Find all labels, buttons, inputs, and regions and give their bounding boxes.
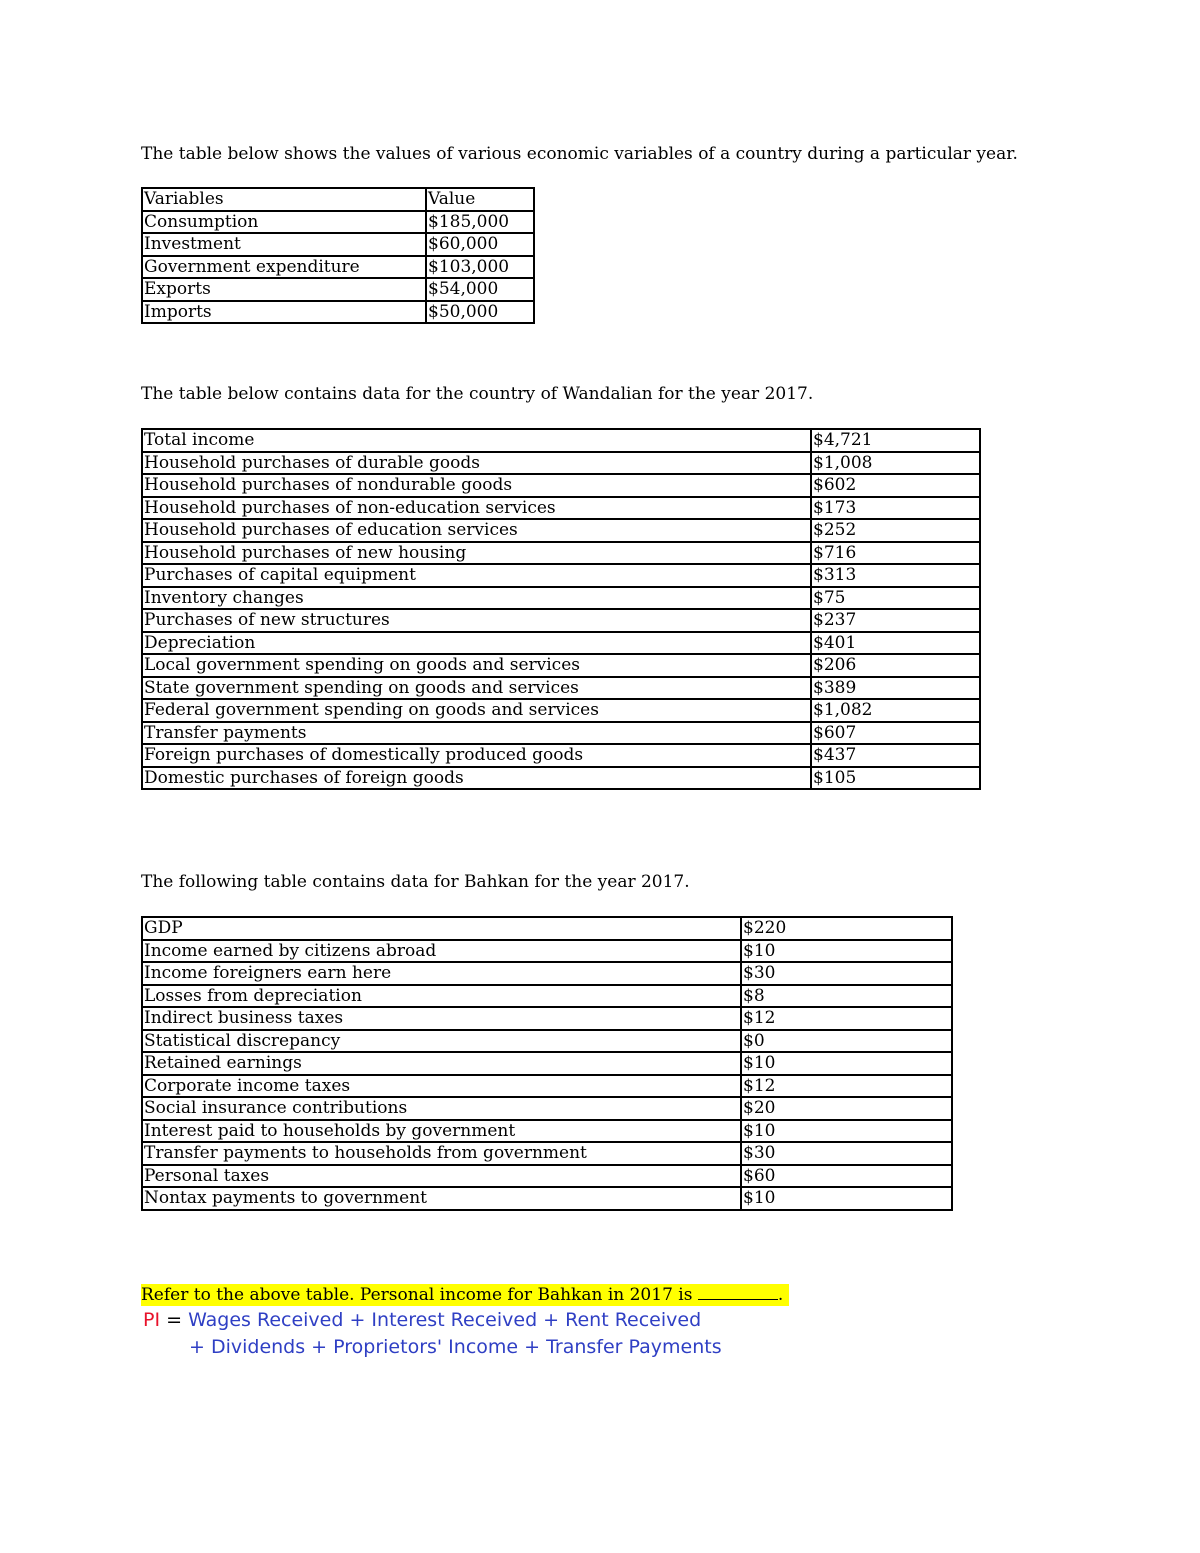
table-row [142, 632, 980, 655]
table-row [142, 940, 952, 963]
table-row [142, 211, 534, 234]
cell-label: Losses from depreciation [142, 985, 741, 1008]
cell-value: $607 [811, 722, 980, 745]
table-row [142, 962, 952, 985]
cell-label: Purchases of capital equipment [142, 564, 811, 587]
question-text: Refer to the above table. Personal income for Bahkan in 2017 is [141, 1285, 698, 1305]
cell-label: Income foreigners earn here [142, 962, 741, 985]
cell-value: $4,721 [811, 429, 980, 452]
cell-label: Inventory changes [142, 587, 811, 610]
wandalian-data-table [141, 428, 981, 790]
cell-value: $252 [811, 519, 980, 542]
pi-label: PI [143, 1309, 161, 1331]
answer-blank [698, 1284, 778, 1300]
cell-label: Government expenditure [142, 256, 426, 279]
table-row [142, 609, 980, 632]
cell-label: Income earned by citizens abroad [142, 940, 741, 963]
cell-value: $12 [741, 1007, 952, 1030]
cell-label: Household purchases of durable goods [142, 452, 811, 475]
table-row [142, 917, 952, 940]
cell-value: $10 [741, 1187, 952, 1210]
cell-value: $50,000 [426, 301, 534, 324]
cell-value: $185,000 [426, 211, 534, 234]
cell-value: $8 [741, 985, 952, 1008]
cell-value: $206 [811, 654, 980, 677]
cell-value: $30 [741, 1142, 952, 1165]
table-row [142, 587, 980, 610]
table-row [142, 233, 534, 256]
table-row [142, 429, 980, 452]
table-row [142, 1142, 952, 1165]
table-row [142, 564, 980, 587]
cell-label: Social insurance contributions [142, 1097, 741, 1120]
table-row [142, 497, 980, 520]
cell-label: Transfer payments [142, 722, 811, 745]
cell-value: $60,000 [426, 233, 534, 256]
cell-value: $12 [741, 1075, 952, 1098]
table-row [142, 452, 980, 475]
cell-label: Domestic purchases of foreign goods [142, 767, 811, 790]
table-row [142, 677, 980, 700]
cell-value: $10 [741, 1052, 952, 1075]
table-row [142, 1030, 952, 1053]
cell-value: $313 [811, 564, 980, 587]
question-end: . [777, 1285, 784, 1305]
table-row [142, 722, 980, 745]
cell-label: Exports [142, 278, 426, 301]
table-row [142, 985, 952, 1008]
table-row [142, 1120, 952, 1143]
cell-label: Consumption [142, 211, 426, 234]
cell-value: $103,000 [426, 256, 534, 279]
cell-label: GDP [142, 917, 741, 940]
formula-line-2: + Dividends + Proprietors' Income + Transfer Payments [189, 1336, 722, 1358]
cell-value: $10 [741, 1120, 952, 1143]
table-row [142, 278, 534, 301]
cell-label: Household purchases of non-education services [142, 497, 811, 520]
cell-label: Transfer payments to households from government [142, 1142, 741, 1165]
intro-paragraph-1: The table below shows the values of various economic variables of a country during a particular year. [141, 144, 1018, 164]
cell-value: $602 [811, 474, 980, 497]
table-row [142, 256, 534, 279]
bahkan-data-table [141, 916, 953, 1211]
cell-label: Household purchases of education services [142, 519, 811, 542]
table-row [142, 767, 980, 790]
cell-label: Purchases of new structures [142, 609, 811, 632]
cell-value: $716 [811, 542, 980, 565]
cell-value: $10 [741, 940, 952, 963]
cell-label: Imports [142, 301, 426, 324]
cell-label: Investment [142, 233, 426, 256]
formula-line-1-text: Wages Received + Interest Received + Rent Received [188, 1309, 702, 1331]
table-row [142, 1165, 952, 1188]
header-cell-value: Value [426, 188, 534, 211]
table-row [142, 1007, 952, 1030]
cell-label: Indirect business taxes [142, 1007, 741, 1030]
cell-label: Statistical discrepancy [142, 1030, 741, 1053]
table-header-row [142, 188, 534, 211]
cell-label: Depreciation [142, 632, 811, 655]
cell-label: Household purchases of nondurable goods [142, 474, 811, 497]
table-row [142, 654, 980, 677]
cell-label: Household purchases of new housing [142, 542, 811, 565]
cell-value: $1,008 [811, 452, 980, 475]
table-row [142, 519, 980, 542]
intro-paragraph-3: The following table contains data for Bahkan for the year 2017. [141, 872, 690, 892]
cell-value: $75 [811, 587, 980, 610]
cell-label: Personal taxes [142, 1165, 741, 1188]
cell-value: $437 [811, 744, 980, 767]
table-row [142, 744, 980, 767]
table-row [142, 699, 980, 722]
question-highlighted [141, 1284, 789, 1306]
cell-label: Local government spending on goods and services [142, 654, 811, 677]
table-row [142, 1052, 952, 1075]
cell-label: Retained earnings [142, 1052, 741, 1075]
cell-value: $30 [741, 962, 952, 985]
table-row [142, 474, 980, 497]
cell-label: Corporate income taxes [142, 1075, 741, 1098]
formula-line-1 [143, 1309, 701, 1331]
table-row [142, 1075, 952, 1098]
cell-label: State government spending on goods and services [142, 677, 811, 700]
cell-label: Nontax payments to government [142, 1187, 741, 1210]
cell-value: $220 [741, 917, 952, 940]
intro-paragraph-2: The table below contains data for the country of Wandalian for the year 2017. [141, 384, 814, 404]
cell-value: $60 [741, 1165, 952, 1188]
table-row [142, 301, 534, 324]
cell-value: $1,082 [811, 699, 980, 722]
cell-label: Federal government spending on goods and services [142, 699, 811, 722]
table-row [142, 1187, 952, 1210]
cell-label: Foreign purchases of domestically produced goods [142, 744, 811, 767]
cell-value: $0 [741, 1030, 952, 1053]
table-row [142, 1097, 952, 1120]
economic-variables-table [141, 187, 535, 324]
cell-value: $20 [741, 1097, 952, 1120]
cell-value: $389 [811, 677, 980, 700]
cell-value: $54,000 [426, 278, 534, 301]
cell-value: $105 [811, 767, 980, 790]
equals-sign: = [166, 1309, 183, 1331]
header-cell-variables: Variables [142, 188, 426, 211]
cell-value: $173 [811, 497, 980, 520]
cell-label: Total income [142, 429, 811, 452]
cell-value: $237 [811, 609, 980, 632]
cell-value: $401 [811, 632, 980, 655]
cell-label: Interest paid to households by government [142, 1120, 741, 1143]
table-row [142, 542, 980, 565]
